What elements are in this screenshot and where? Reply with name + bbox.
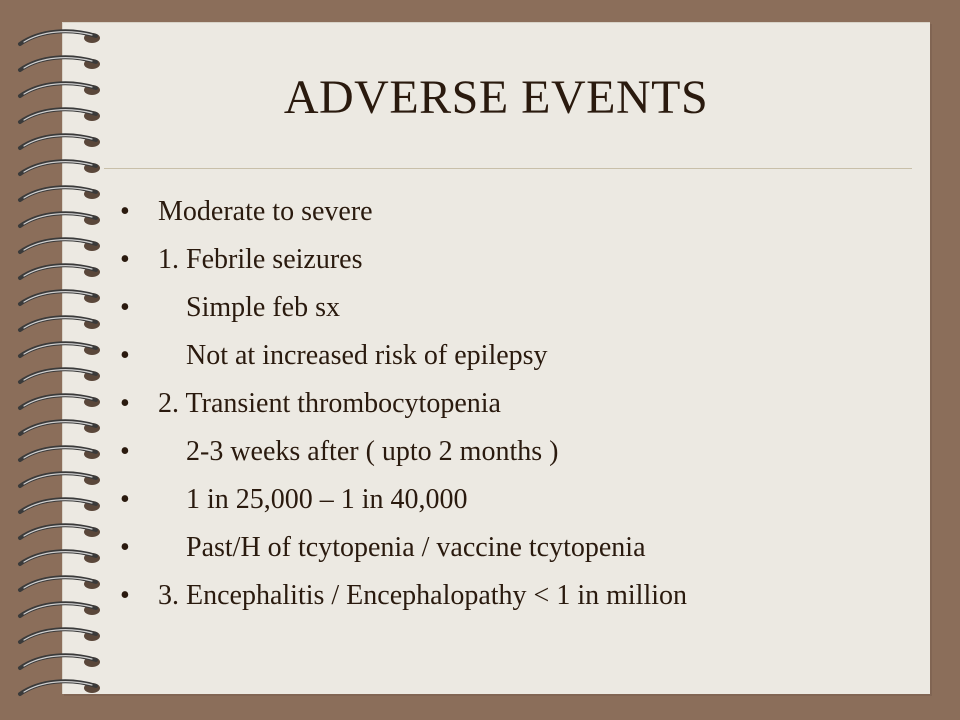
spiral-ring (20, 603, 100, 616)
bullet-icon: • (120, 484, 130, 515)
slide-title: ADVERSE EVENTS (283, 71, 709, 124)
list-item (120, 286, 920, 334)
bullet-icon: • (120, 388, 130, 419)
spiral-ring (20, 421, 100, 434)
bullet-text: 1 in 25,000 – 1 in 40,000 (158, 484, 468, 515)
bullet-list (120, 190, 920, 622)
list-item (120, 334, 920, 382)
bullet-icon: • (120, 292, 130, 323)
spiral-ring (20, 161, 100, 174)
bullet-text: Not at increased risk of epilepsy (158, 340, 548, 371)
bullet-icon: • (120, 244, 130, 275)
list-item (120, 382, 920, 430)
spiral-ring (20, 369, 100, 382)
bullet-icon: • (120, 196, 130, 227)
spiral-ring (20, 239, 100, 252)
spiral-ring (20, 525, 100, 538)
title-divider (104, 168, 912, 169)
list-item (120, 478, 920, 526)
bullet-text: 2-3 weeks after ( upto 2 months ) (158, 436, 559, 467)
list-item (120, 574, 920, 622)
bullet-icon: • (120, 340, 130, 371)
bullet-icon: • (120, 532, 130, 563)
spiral-ring (20, 655, 100, 668)
spiral-ring (20, 343, 100, 356)
spiral-ring (20, 577, 100, 590)
list-item (120, 430, 920, 478)
bullet-icon: • (120, 436, 130, 467)
spiral-ring (20, 291, 100, 304)
spiral-ring (20, 681, 100, 694)
spiral-ring (20, 187, 100, 200)
list-item (120, 190, 920, 238)
bullet-text: Simple feb sx (158, 292, 340, 323)
list-item (120, 526, 920, 574)
spiral-ring (20, 265, 100, 278)
spiral-ring (20, 57, 100, 70)
bullet-text: Moderate to severe (158, 196, 373, 227)
spiral-ring (20, 551, 100, 564)
spiral-ring (20, 213, 100, 226)
spiral-ring (20, 395, 100, 408)
bullet-text: 1. Febrile seizures (158, 244, 363, 275)
list-item (120, 238, 920, 286)
bullet-icon: • (120, 580, 130, 611)
bullet-text: 3. Encephalitis / Encephalopathy < 1 in million (158, 580, 688, 611)
spiral-ring (20, 317, 100, 330)
bullet-text: Past/H of tcytopenia / vaccine tcytopenia (158, 532, 646, 563)
spiral-ring (20, 447, 100, 460)
spiral-ring (20, 473, 100, 486)
spiral-ring (20, 31, 100, 44)
bullet-text: 2. Transient thrombocytopenia (158, 388, 501, 419)
spiral-ring (20, 135, 100, 148)
spiral-ring (20, 499, 100, 512)
spiral-ring (20, 629, 100, 642)
